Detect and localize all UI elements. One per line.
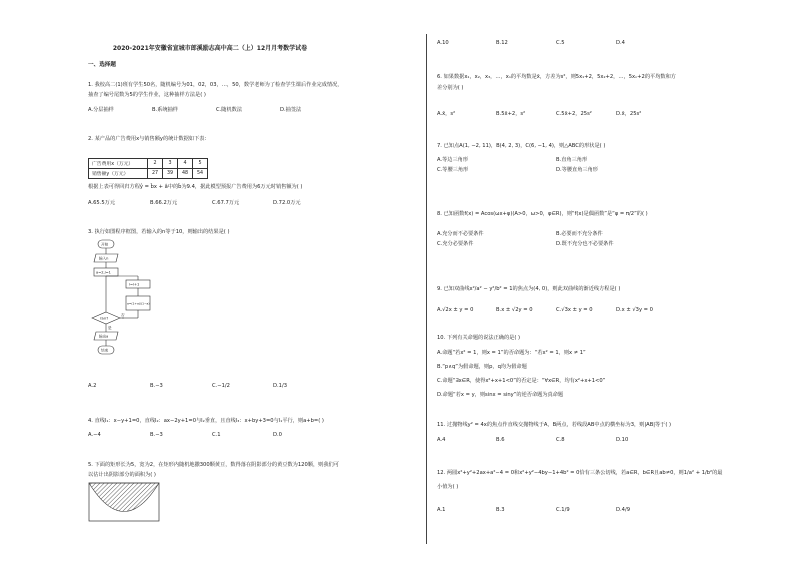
q6-option-c: C.5x̄+2，25s² [556,111,592,117]
q1-option-a: A.分层抽样 [88,107,114,113]
table-cell: 3 [163,159,178,169]
table-cell: 48 [178,169,193,179]
q12-option-c: C.1/9 [556,507,570,513]
q6-text-line1: 6. 如果数据x₁，x₂，x₃，…，xₙ的平均数是x̄，方差为s²，则5x₁+2，5x₂+2，…，5xₙ+2的平均数和方 [437,74,676,80]
q5-option-c: C.5 [556,40,565,46]
q8-option-d: D.既不充分也不必要条件 [556,241,614,247]
q2-text-line2: 根据上表可得回归方程ŷ = b̂x + â中的b̂为9.4，据此模型预报广告费用为6万元时销售额为( ) [88,184,303,190]
q10-option-b: B.“p∧q”为假命题，则p，q均为假命题 [437,364,527,370]
q9-option-b: B.x ± √2y = 0 [496,307,533,313]
q2-option-c: C.67.7万元 [212,200,240,206]
q3-option-a: A.2 [88,383,97,389]
table-row [89,169,208,179]
q5-option-d: D.4 [616,40,625,46]
q3-option-c: C.−1/2 [212,383,230,389]
q6-text-line2: 差分别为( ) [437,85,464,91]
q4-option-b: B.−3 [150,432,163,438]
q7-option-a: A.等边三角形 [437,157,469,163]
q11-option-d: D.10 [616,437,629,443]
q2-text-line1: 2. 某产品的广告费用x与销售额y的统计数据如下表： [88,136,210,142]
table-cell: 54 [193,169,208,179]
q8-text-line1: 8. 已知函数f(x) = Acos(ωx+φ)(A>0，ω>0，φ∈R)，则“f(x)是偶函数”是“φ = π/2”的( ) [437,211,648,217]
q3-text-line1: 3. 执行如图程序框图，若输入的n等于10，则输出的结果是( ) [88,229,230,235]
flow-init: a=2,i=1 [96,270,111,275]
q12-option-a: A.1 [437,507,446,513]
table-cell: 5 [193,159,208,169]
q3-option-d: D.1/3 [273,383,287,389]
flow-increment: i=i+1 [129,282,140,287]
table-cell: 4 [178,159,193,169]
shaded-rectangle-figure [88,482,160,522]
table-cell: 27 [148,169,163,179]
q1-text-line1: 1. 我校高二(1)班有学生50名，随机编号为01，02，03，…，50，数学老师为了检查学生课后作业完成情况， [88,82,343,88]
q2-option-d: D.72.0万元 [273,200,301,206]
q11-option-a: A.4 [437,437,446,443]
q10-option-a: A.命题“若x² = 1，则x = 1”的否命题为：“若x² = 1，则x ≠ 1” [437,350,586,356]
q12-text-line1: 12. 两圆x²+y²+2ax+a²−4 = 0和x²+y²−4by−1+4b² = 0恰有三条公切线，若a∈R，b∈R且ab≠0，则1/a² + 1/b²的最 [437,470,723,476]
q4-text-line1: 4. 直线l₁：x−y+1=0，直线l₂：ax−2y+1=0与l₂垂直，且直线l₃：x+by+3=0与l₁平行，则a+b=( ) [88,418,324,424]
q7-option-b: B.直角三角形 [556,157,588,163]
q12-option-b: B.3 [496,507,505,513]
q12-option-d: D.4/9 [616,507,630,513]
q8-option-a: A.充分而不必要条件 [437,231,484,237]
q10-option-d: D.命题“若x = y，则sinx = siny”的逆否命题为真命题 [437,392,564,398]
q10-text-line1: 10. 下列有关命题的说法正确的是( ) [437,335,521,341]
q9-option-d: D.x ± √3y = 0 [616,307,653,313]
q10-option-c: C.命题“∃x∈R，使得x²+x+1<0”的否定是：“∀x∈R，均有x²+x+1<0” [437,378,606,384]
q8-option-b: B.必要而不充分条件 [556,231,603,237]
table-cell: 销售额y（万元） [89,169,148,179]
q1-option-d: D.抽签法 [280,107,302,113]
flow-output: 输出a [99,334,109,339]
q3-option-b: B.−3 [150,383,163,389]
flow-condition: i≥n? [100,316,109,321]
q4-option-a: A.−4 [88,432,101,438]
q5-option-a: A.10 [437,40,449,46]
flow-input: 输入n [99,256,109,261]
exam-title: 2020-2021年安徽省宣城市郎溪励志高中高二（上）12月月考数学试卷 [112,45,308,52]
q11-option-b: B.6 [496,437,505,443]
q5-text-line1: 5. 下面的矩形长为5，宽为2，在矩形内随机地撒300颗黄豆，数得落在阴影部分的黄豆数为120颗，则我们可 [88,462,339,468]
q4-option-c: C.1 [212,432,221,438]
ad-sales-table [88,158,208,179]
q9-option-a: A.√2x ± y = 0 [437,307,474,313]
flow-end: 结束 [101,348,109,353]
flow-yes-label: 是 [108,326,112,330]
flow-assign: a=(1+a)/(1−a) [127,301,150,306]
q7-option-c: C.等腰三角形 [437,167,469,173]
q6-option-d: D.x̄，25s² [616,111,642,117]
q12-text-line2: 小值为( ) [437,484,459,490]
flowchart [86,238,166,370]
q9-text-line1: 9. 已知双曲线x²/a² − y²/b² = 1的焦点为(4, 0)，则此双曲线的渐近线方程是( ) [437,286,621,292]
q1-option-c: C.随机数法 [216,107,243,113]
flow-start: 开始 [101,242,109,247]
q2-option-b: B.66.2万元 [150,200,178,206]
q6-option-b: B.5x̄+2，s² [496,111,526,117]
q1-option-b: B.系统抽样 [152,107,178,113]
q8-option-c: C.充分必要条件 [437,241,474,247]
table-row [89,159,208,169]
q4-option-d: D.0 [273,432,282,438]
q5-option-b: B.12 [496,40,508,46]
table-cell: 39 [163,169,178,179]
column-divider [426,34,427,544]
q11-text-line1: 11. 过抛物线y² = 4x的焦点作直线交抛物线于A，B两点，若线段AB中点的横坐标为3，则|AB|等于( ) [437,422,672,428]
section-heading: 一、选择题 [88,62,116,68]
flow-no-label: 否 [121,313,125,317]
q1-text-line2: 抽查了编号尾数为5的学生作业，这种抽样方法是( ) [88,92,206,98]
q7-text-line1: 7. 已知点A(1, −2, 11)，B(4, 2, 3)，C(6, −1, 4)，则△ABC的形状是( ) [437,143,606,149]
table-cell: 2 [148,159,163,169]
q11-option-c: C.8 [556,437,565,443]
q5-text-line2: 以估计出阴影部分的面积为( ) [88,472,156,478]
q7-option-d: D.等腰直角三角形 [556,167,598,173]
q2-option-a: A.65.5万元 [88,200,116,206]
q9-option-c: C.√3x ± y = 0 [556,307,593,313]
table-cell: 广告费用x（万元） [89,159,148,169]
q6-option-a: A.x̄，s² [437,111,456,117]
